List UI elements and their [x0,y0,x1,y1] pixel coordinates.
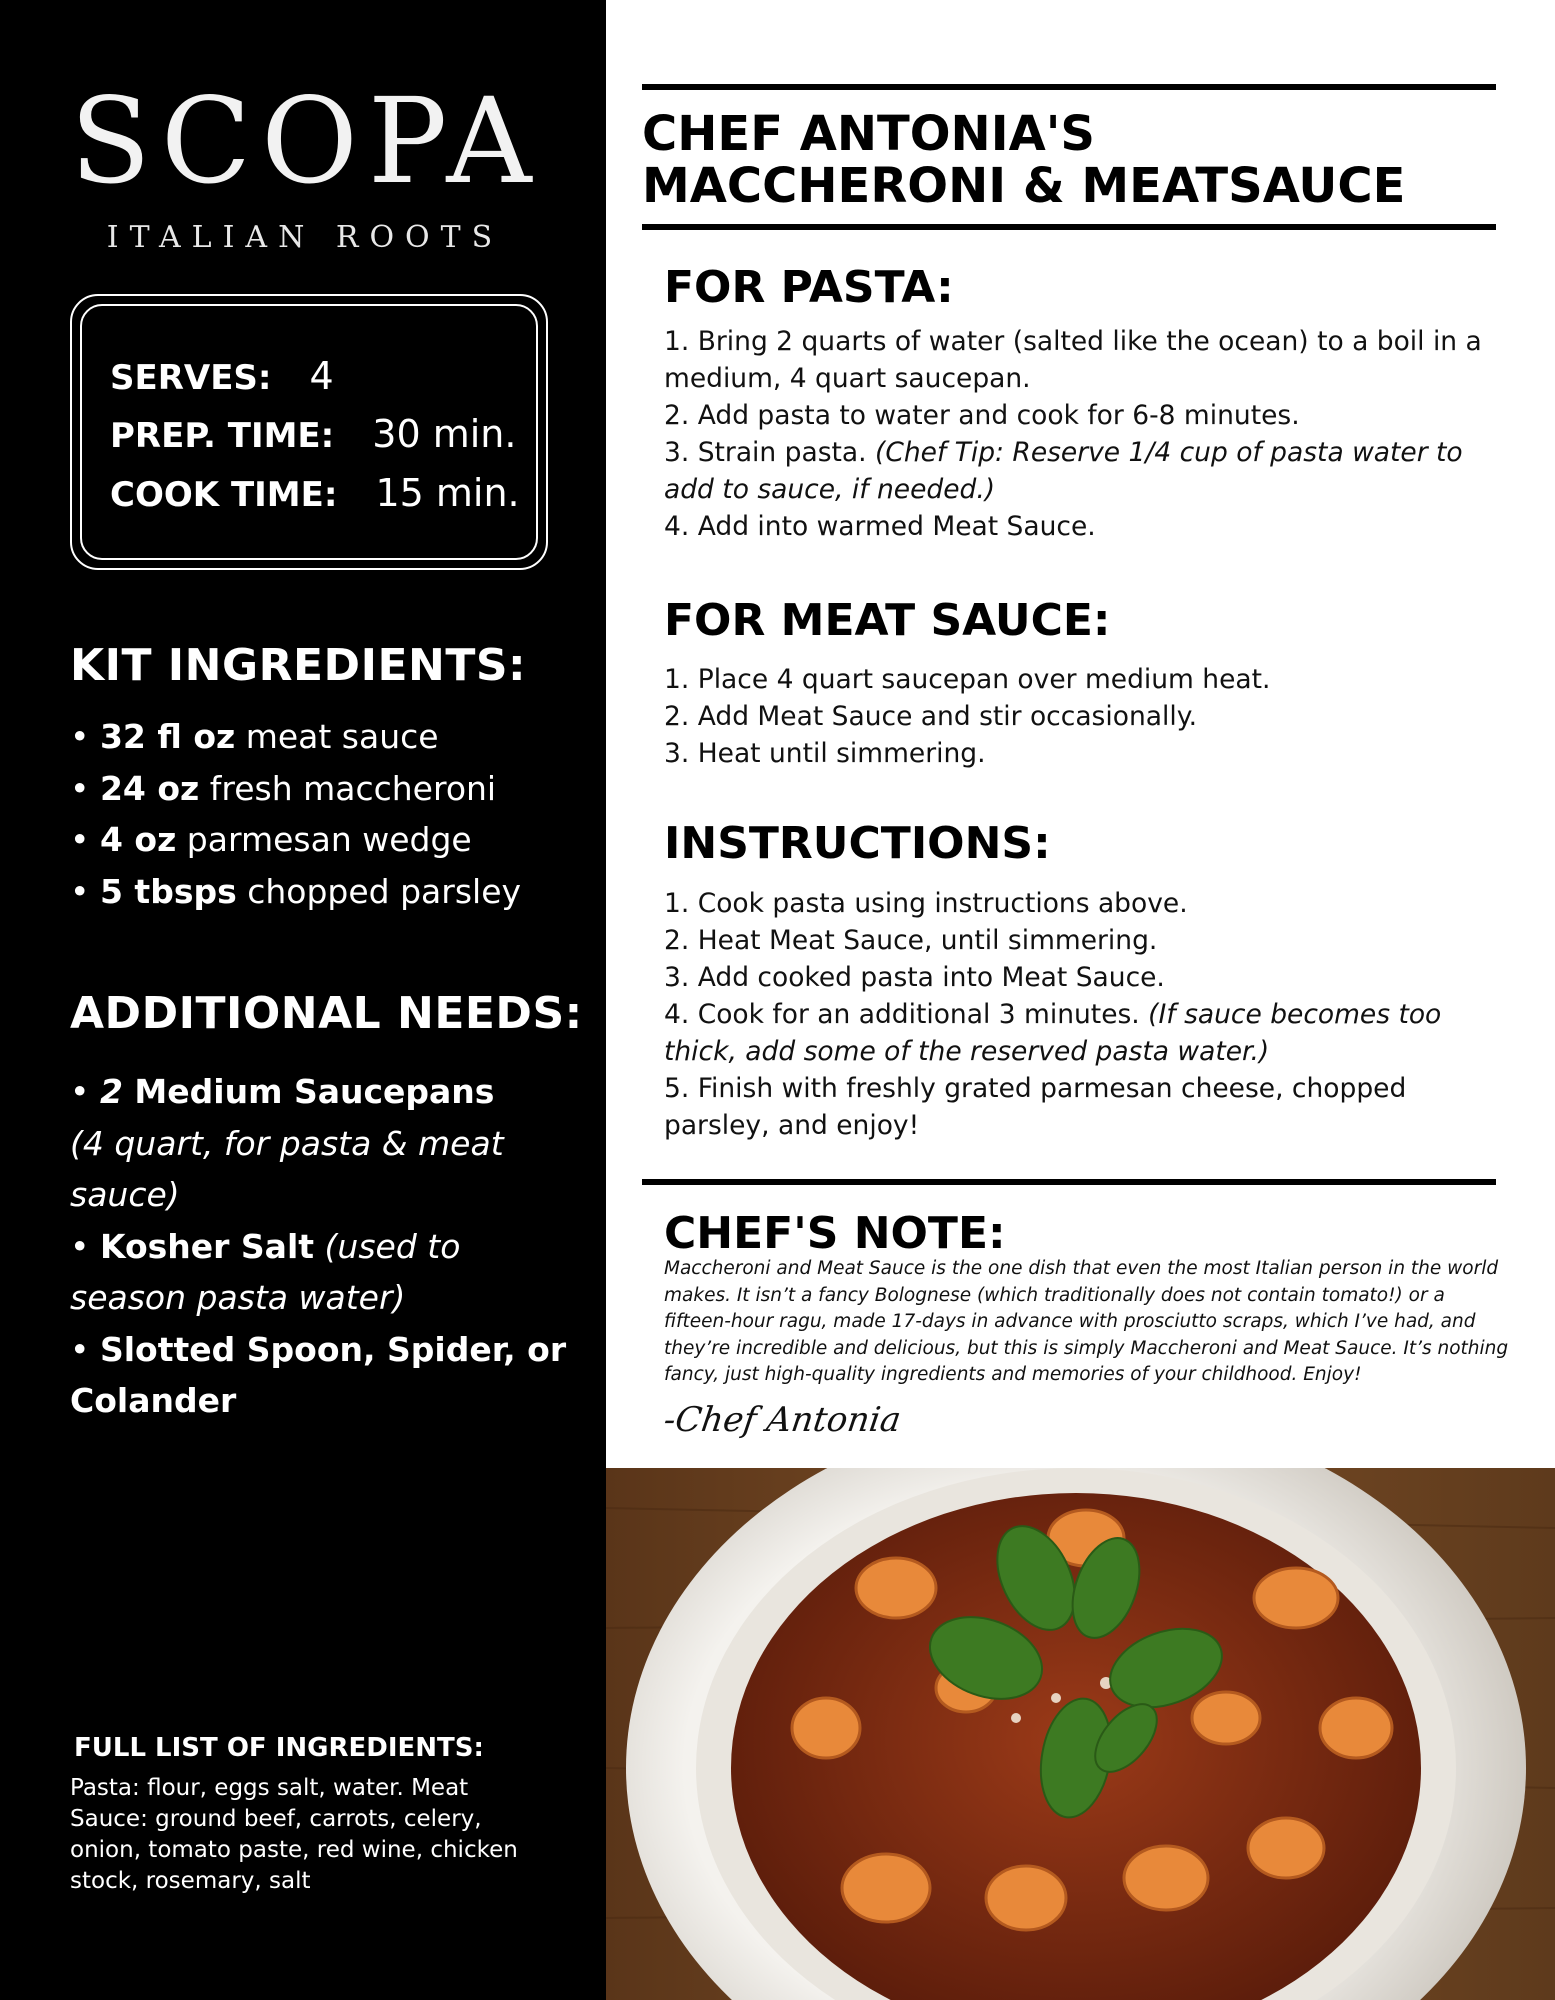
list-item: 1. Bring 2 quarts of water (salted like the ocean) to a boil in a medium, 4 quart saucepan. [664,326,1482,394]
logo [70,72,542,255]
logo-tagline: ITALIAN ROOTS [106,220,504,255]
list-item: • Kosher Salt (used to season pasta water) [70,1226,461,1317]
instruction-steps [664,885,1504,1144]
serves-label: SERVES: [110,358,272,398]
cook-time-value: 15 min. [375,471,520,515]
list-item: • 5 tbsps chopped parsley [70,871,522,911]
prep-time-row [110,412,516,456]
list-item: 3. Add cooked pasta into Meat Sauce. [664,962,1165,993]
chefs-note-heading: CHEF'S NOTE: [664,1208,1006,1259]
list-item: • 4 oz parmesan wedge [70,820,472,859]
list-item: 1. Place 4 quart saucepan over medium heat. [664,664,1271,695]
full-ingredients-text: Pasta: flour, eggs salt, water. Meat Sauce: ground beef, carrots, celery, onion, tomato paste, red wine, chicken stock, rosemary, salt [70,1775,518,1894]
additional-needs-heading: ADDITIONAL NEEDS: [70,988,583,1039]
list-item: • 2 Medium Saucepans [70,1072,495,1111]
for-pasta-heading: FOR PASTA: [664,262,954,313]
list-item: 5. Finish with freshly grated parmesan cheese, chopped parsley, and enjoy! [664,1073,1407,1141]
cook-time-row [110,471,520,515]
list-item: • 24 oz fresh maccheroni [70,768,497,808]
divider-under-title [642,224,1496,230]
list-item: 1. Cook pasta using instructions above. [664,888,1188,919]
list-item: 3. Strain pasta. (Chef Tip: Reserve 1/4 cup of pasta water to add to sauce, if needed.) [664,437,1463,505]
divider-before-note [642,1179,1496,1185]
left-sidebar [0,0,606,2000]
prep-time-label: PREP. TIME: [110,416,335,456]
kit-ingredients-list [70,711,570,917]
chef-signature: -Chef Antonia [661,1400,904,1440]
cook-time-label: COOK TIME: [110,475,338,515]
list-item: • Slotted Spoon, Spider, or Colander [70,1329,567,1420]
serves-row [110,354,334,398]
logo-wordmark: SCOPA [70,72,542,210]
prep-time-value: 30 min. [372,412,517,456]
divider-top [642,84,1496,90]
instructions-heading: INSTRUCTIONS: [664,818,1051,869]
for-meat-sauce-heading: FOR MEAT SAUCE: [664,595,1111,646]
full-ingredients-heading: FULL LIST OF INGREDIENTS: [74,1733,484,1763]
serves-value: 4 [309,354,334,398]
additional-needs-list [70,1066,570,1427]
list-item: 2. Add pasta to water and cook for 6-8 minutes. [664,400,1300,431]
recipe-title: CHEF ANTONIA'S MACCHERONI & MEATSAUCE [642,106,1406,214]
list-item: 2. Heat Meat Sauce, until simmering. [664,925,1158,956]
list-item: 3. Heat until simmering. [664,738,986,769]
meat-sauce-steps [664,661,1504,772]
dish-photo [606,1468,1555,2000]
chefs-note-text: Maccheroni and Meat Sauce is the one dish that even the most Italian person in the world makes. It isn’t a fancy Bolognese (which traditionally does not contain tomato!) or a fifteen-hour ragu, made 17-days in advance with prosciutto scraps, which I’ve had, and they’re incredible and delicious, but this is simply Maccheroni and Meat Sauce. It’s nothing fancy, just high-quality ingredients and memories of your childhood. Enjoy! [664,1258,1509,1385]
list-item: 4. Add into warmed Meat Sauce. [664,511,1096,542]
kit-ingredients-heading: KIT INGREDIENTS: [70,640,527,691]
pasta-steps [664,323,1504,545]
list-item: 2. Add Meat Sauce and stir occasionally. [664,701,1198,732]
list-item: 4. Cook for an additional 3 minutes. (If sauce becomes too thick, add some of the reserved pasta water.) [664,999,1442,1067]
recipe-info-box [70,294,548,570]
list-item: • 32 fl oz meat sauce [70,717,439,756]
list-item-note: (4 quart, for pasta & meat sauce) [70,1123,504,1214]
